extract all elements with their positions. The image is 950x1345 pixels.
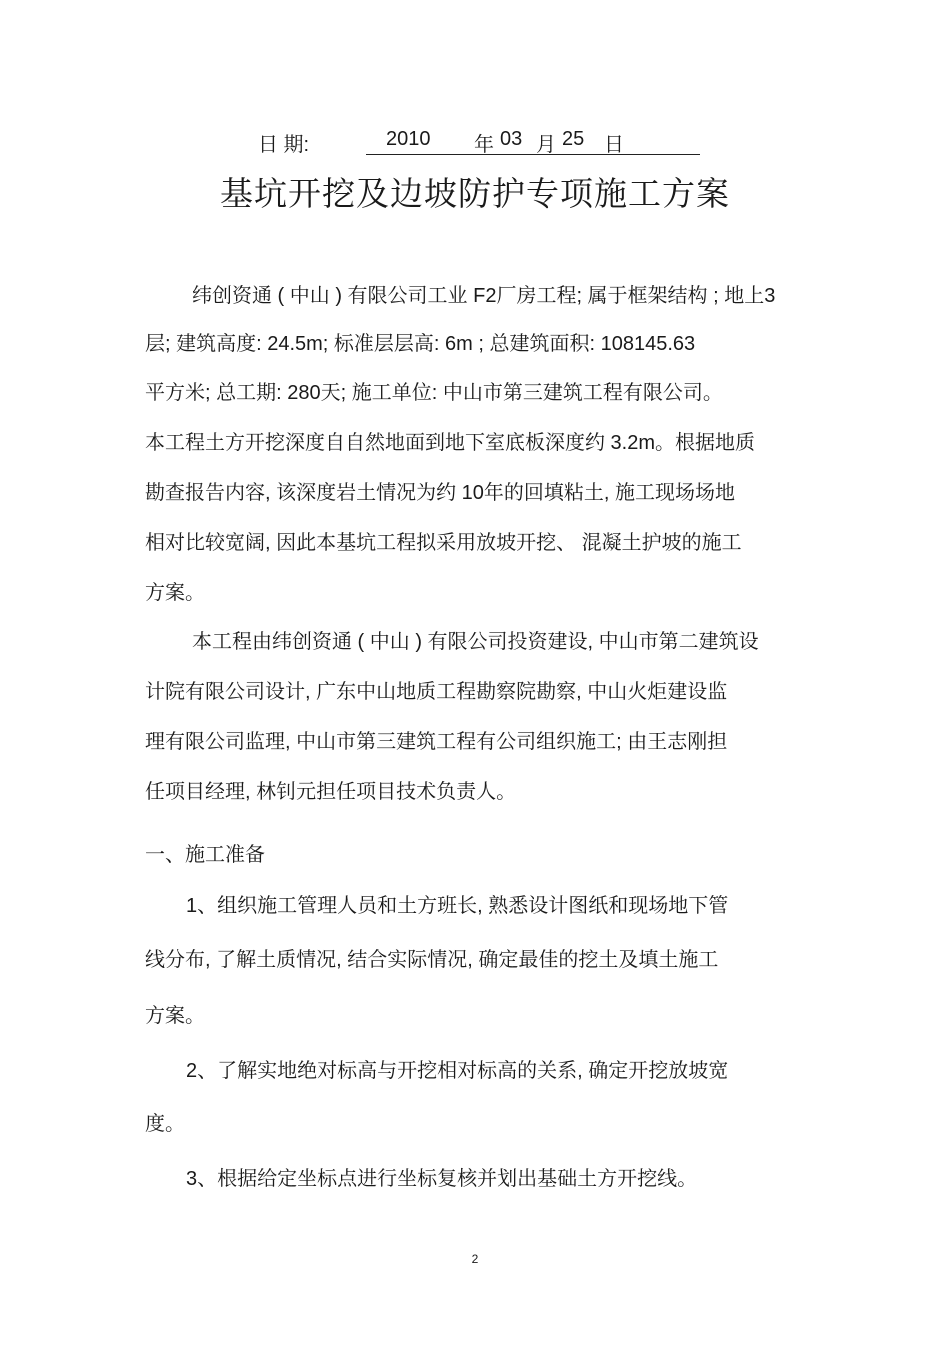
paragraph-1-line: 勘查报告内容, 该深度岩土情况为约 10年的回填粘土, 施工现场场地 (145, 482, 736, 504)
item-1-line: 线分布, 了解土质情况, 结合实际情况, 确定最佳的挖土及填土施工 (145, 949, 719, 971)
page-number: 2 (471, 1252, 479, 1266)
date-month: 03 (500, 128, 523, 150)
item-2-line: 2、了解实地绝对标高与开挖相对标高的关系, 确定开挖放坡宽 (186, 1060, 729, 1082)
paragraph-1-line: 层; 建筑高度: 24.5m; 标准层层高: 6m ; 总建筑面积: 108145.63 (145, 333, 696, 355)
date-month-suffix: 月 (536, 134, 556, 156)
item-1-line: 1、组织施工管理人员和土方班长, 熟悉设计图纸和现场地下管 (186, 895, 729, 917)
date-day-suffix: 日 (604, 134, 624, 156)
date-row (0, 128, 950, 158)
paragraph-1-line: 本工程土方开挖深度自自然地面到地下室底板深度约 3.2m。根据地质 (145, 432, 756, 454)
paragraph-2-line: 本工程由纬创资通 ( 中山 ) 有限公司投资建设, 中山市第二建筑设 (192, 631, 759, 653)
paragraph-1-line: 方案。 (145, 582, 205, 604)
date-label: 日 期: (258, 134, 310, 156)
paragraph-1-line: 纬创资通 ( 中山 ) 有限公司工业 F2厂房工程; 属于框架结构 ; 地上3 (192, 285, 776, 307)
paragraph-1-line: 相对比较宽阔, 因此本基坑工程拟采用放坡开挖、 混凝土护坡的施工 (145, 532, 742, 554)
section-heading: 一、施工准备 (145, 844, 265, 866)
paragraph-2-line: 理有限公司监理, 中山市第三建筑工程有公司组织施工; 由王志刚担 (145, 731, 728, 753)
date-value-underline (366, 128, 700, 155)
date-year: 2010 (386, 128, 431, 150)
item-2-line: 度。 (145, 1113, 185, 1135)
document-title: 基坑开挖及边坡防护专项施工方案 (220, 174, 730, 213)
date-year-suffix: 年 (474, 134, 494, 156)
item-3-line: 3、根据给定坐标点进行坐标复核并划出基础土方开挖线。 (186, 1168, 698, 1190)
paragraph-2-line: 任项目经理, 林钊元担任项目技术负责人。 (145, 781, 517, 803)
date-day: 25 (562, 128, 585, 150)
paragraph-1-line: 平方米; 总工期: 280天; 施工单位: 中山市第三建筑工程有限公司。 (145, 382, 723, 404)
item-1-line: 方案。 (145, 1005, 205, 1027)
paragraph-2-line: 计院有限公司设计, 广东中山地质工程勘察院勘察, 中山火炬建设监 (145, 681, 728, 703)
